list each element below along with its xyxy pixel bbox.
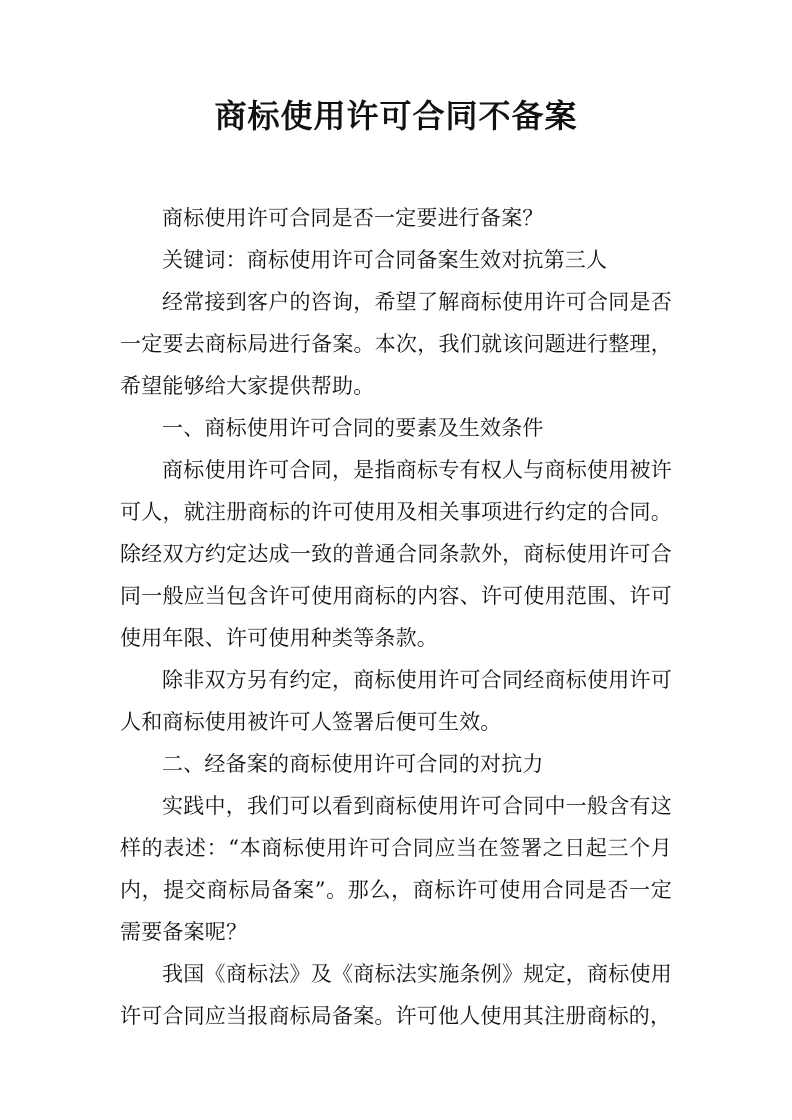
paragraph-law: 我国《商标法》及《商标法实施条例》规定，商标使用许可合同应当报商标局备案。许可他人使用其注册商标的，	[120, 962, 672, 1028]
document-body	[120, 197, 672, 1037]
section-heading-2: 二、经备案的商标使用许可合同的对抗力	[162, 752, 544, 776]
document-title: 商标使用许可合同不备案	[214, 97, 578, 135]
paragraph-definition: 商标使用许可合同，是指商标专有权人与商标使用被许可人，就注册商标的许可使用及相关事项进行约定的合同。除经双方约定达成一致的普通合同条款外，商标使用许可合同一般应当包含许可使用商标的内容、许可使用范围、许可使用年限、许可使用种类等条款。	[120, 458, 672, 650]
paragraph-effectiveness: 除非双方另有约定，商标使用许可合同经商标使用许可人和商标使用被许可人签署后便可生效。	[120, 668, 672, 734]
paragraph-question: 商标使用许可合同是否一定要进行备案？	[162, 206, 544, 230]
paragraph-keywords: 关键词：商标使用许可合同备案生效对抗第三人	[162, 248, 608, 272]
section-heading-1: 一、商标使用许可合同的要素及生效条件	[162, 416, 544, 440]
paragraph-practice: 实践中，我们可以看到商标使用许可合同中一般含有这样的表述：“本商标使用许可合同应当在签署之日起三个月内，提交商标局备案”。那么，商标许可使用合同是否一定需要备案呢？	[120, 794, 672, 944]
paragraph-intro: 经常接到客户的咨询，希望了解商标使用许可合同是否一定要去商标局进行备案。本次，我们就该问题进行整理，希望能够给大家提供帮助。	[120, 290, 672, 398]
